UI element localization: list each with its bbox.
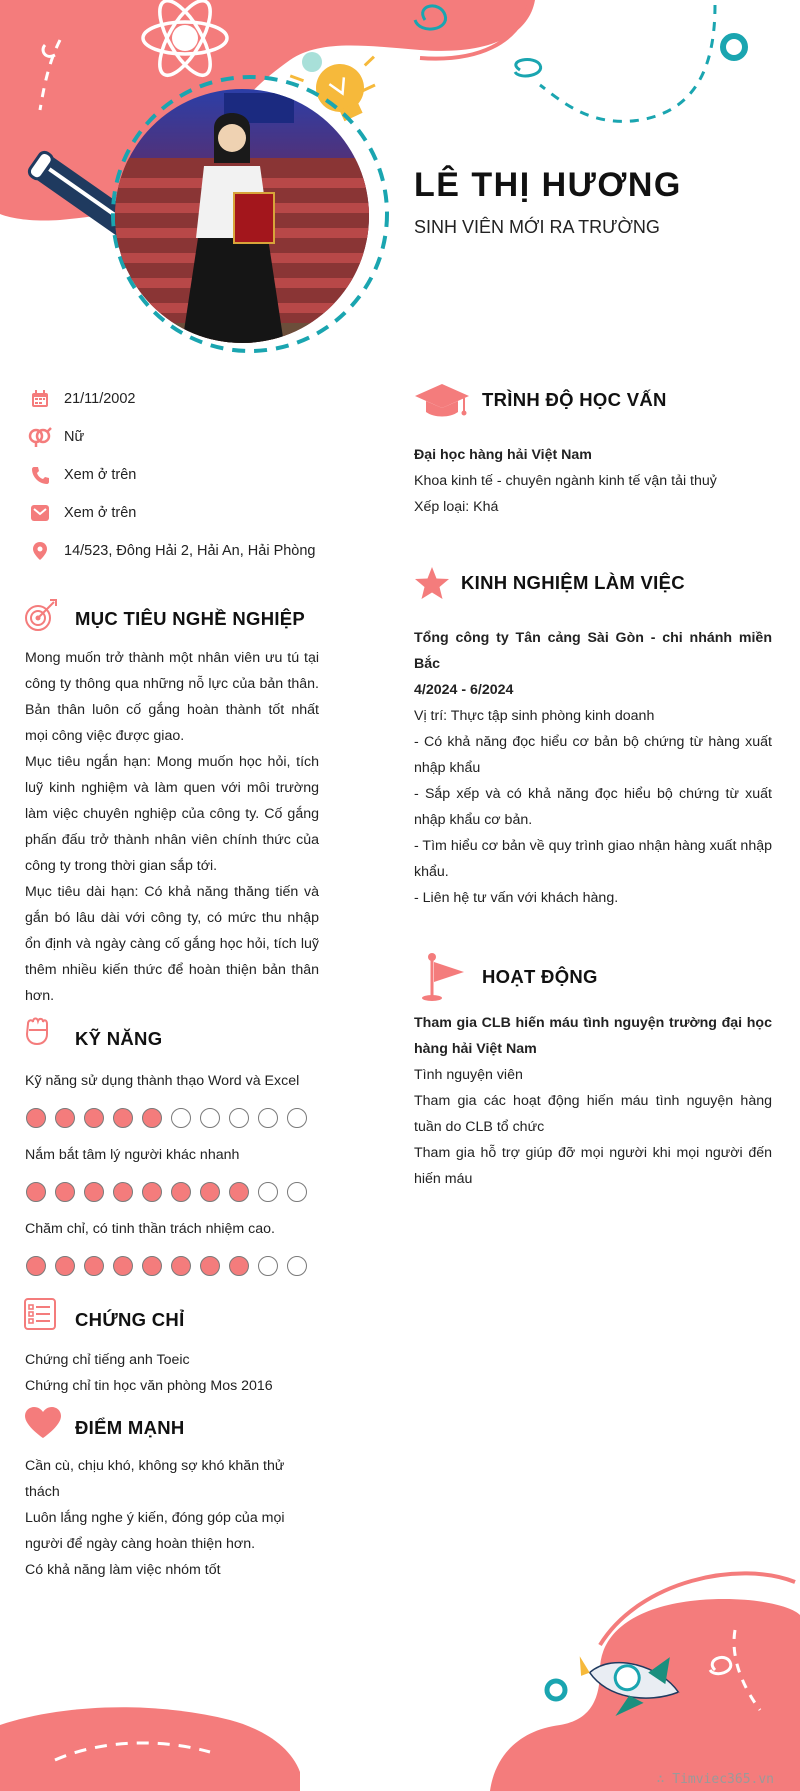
info-gender <box>26 424 84 450</box>
experience-line: Vị trí: Thực tập sinh phòng kinh doanh <box>414 708 655 724</box>
email-text: Xem ở trên <box>64 505 137 521</box>
strength-item: Có khả năng làm việc nhóm tốt <box>25 1562 221 1578</box>
birthdate-text: 21/11/2002 <box>64 391 136 407</box>
rating-dot-filled <box>229 1182 249 1202</box>
rating-dot-empty <box>287 1256 307 1276</box>
activity-name: Tham gia CLB hiến máu tình nguyện trường đại học hàng hải Việt Nam <box>414 1015 772 1057</box>
experience-title: KINH NGHIỆM LÀM VIỆC <box>461 572 685 593</box>
skill-label: Nắm bắt tâm lý người khác nhanh <box>25 1147 240 1163</box>
info-phone <box>26 462 136 488</box>
certificates-title: CHỨNG CHỈ <box>75 1309 185 1330</box>
rating-dot-filled <box>55 1182 75 1202</box>
strength-item: Cần cù, chịu khó, không sợ khó khăn thử thách <box>25 1458 285 1500</box>
location-icon <box>26 540 54 562</box>
work-period: 4/2024 - 6/2024 <box>414 682 514 698</box>
activity-line: Tham gia các hoạt động hiến máu tình nguyện hàng tuần do CLB tổ chức <box>414 1093 772 1135</box>
rating-dot-empty <box>287 1182 307 1202</box>
target-icon <box>24 598 58 632</box>
rating-dot-empty <box>229 1108 249 1128</box>
objective-title: MỤC TIÊU NGHỀ NGHIỆP <box>75 608 306 629</box>
profile-photo <box>114 88 370 344</box>
strengths-title: ĐIỂM MẠNH <box>75 1417 185 1438</box>
rating-dot-empty <box>171 1108 191 1128</box>
rating-dot-empty <box>258 1108 278 1128</box>
flag-icon <box>420 952 466 1002</box>
objective-paragraph: Mục tiêu ngắn hạn: Mong muốn học hỏi, tích luỹ kinh nghiệm và làm quen với môi trường làm việc chuyên nghiệp của công ty. Cố gắng phấn đấu trở thành nhân viên chính thức của công ty trong thời gian sắp tới. <box>25 754 319 874</box>
objective-paragraph: Mong muốn trở thành một nhân viên ưu tú tại công ty thông qua những nỗ lực của bản thân. Bản thân luôn cố gắng hoàn thành tốt nhất mọi công việc được giao. <box>25 650 319 744</box>
graduation-cap-icon <box>414 382 470 418</box>
rating-dot-empty <box>287 1108 307 1128</box>
rating-dot-empty <box>200 1108 220 1128</box>
candidate-title: SINH VIÊN MỚI RA TRƯỜNG <box>414 217 660 237</box>
skill-rating <box>26 1108 307 1128</box>
education-content <box>414 442 774 520</box>
footer-decoration <box>0 1560 800 1791</box>
experience-line: - Có khả năng đọc hiểu cơ bản bộ chứng từ hàng xuất nhập khẩu <box>414 734 772 776</box>
gender-text: Nữ <box>64 429 85 445</box>
rating-dot-filled <box>113 1256 133 1276</box>
gender-icon <box>26 426 54 448</box>
info-birthdate <box>26 386 136 412</box>
skill-rating <box>26 1256 307 1276</box>
rating-dot-filled <box>171 1182 191 1202</box>
objective-text <box>25 645 319 1009</box>
heart-icon <box>24 1406 62 1440</box>
fist-icon <box>24 1016 48 1046</box>
certificate-item: Chứng chỉ tin học văn phòng Mos 2016 <box>25 1378 273 1394</box>
company-name: Tổng công ty Tân cảng Sài Gòn - chi nhánh miền Bắc <box>414 630 772 672</box>
rating-dot-filled <box>142 1256 162 1276</box>
rating-dot-filled <box>142 1108 162 1128</box>
activities-content <box>414 1010 772 1192</box>
calendar-icon <box>26 388 54 410</box>
phone-icon <box>26 464 54 486</box>
rating-dot-empty <box>258 1182 278 1202</box>
rating-dot-filled <box>229 1256 249 1276</box>
rating-dot-filled <box>26 1108 46 1128</box>
rating-dot-filled <box>200 1182 220 1202</box>
school-major: Khoa kinh tế - chuyên ngành kinh tế vận tải thuỷ <box>414 473 717 489</box>
rating-dot-filled <box>55 1256 75 1276</box>
rating-dot-filled <box>84 1256 104 1276</box>
education-title: TRÌNH ĐỘ HỌC VẤN <box>482 389 667 410</box>
checklist-icon <box>24 1298 56 1330</box>
info-email <box>26 500 136 526</box>
watermark-text: Timviec365.vn <box>672 1772 774 1787</box>
skills-title: KỸ NĂNG <box>75 1028 163 1049</box>
skill-rating <box>26 1182 307 1202</box>
rating-dot-filled <box>55 1108 75 1128</box>
certificates-list <box>25 1347 325 1399</box>
experience-line: - Liên hệ tư vấn với khách hàng. <box>414 890 619 906</box>
candidate-name: LÊ THỊ HƯƠNG <box>414 166 682 204</box>
info-address <box>26 538 316 564</box>
rating-dot-filled <box>26 1182 46 1202</box>
experience-line: - Sắp xếp và có khả năng đọc hiểu bộ chứng từ xuất nhập khẩu cơ bản. <box>414 786 772 828</box>
phone-text: Xem ở trên <box>64 467 137 483</box>
experience-line: - Tìm hiểu cơ bản về quy trình giao nhận hàng xuất nhập khẩu. <box>414 838 772 880</box>
objective-paragraph: Mục tiêu dài hạn: Có khả năng thăng tiến và gắn bó lâu dài với công ty, có mức thu nhập ổn định và ngày càng cố gắng học hỏi, tích luỹ thêm nhiều kiến thức để hoàn thiện bản thân hơn. <box>25 884 319 1004</box>
certificate-item: Chứng chỉ tiếng anh Toeic <box>25 1352 190 1368</box>
rating-dot-filled <box>171 1256 191 1276</box>
rating-dot-filled <box>200 1256 220 1276</box>
rating-dot-filled <box>142 1182 162 1202</box>
skill-label: Kỹ năng sử dụng thành thạo Word và Excel <box>25 1073 300 1089</box>
activity-line: Tham gia hỗ trợ giúp đỡ mọi người khi mọi người đến hiến máu <box>414 1145 772 1187</box>
rating-dot-empty <box>258 1256 278 1276</box>
address-text: 14/523, Đông Hải 2, Hải An, Hải Phòng <box>64 543 316 559</box>
school-rank: Xếp loại: Khá <box>414 499 499 515</box>
school-name: Đại học hàng hải Việt Nam <box>414 447 592 463</box>
star-icon <box>414 566 450 600</box>
activities-title: HOẠT ĐỘNG <box>482 966 598 987</box>
rating-dot-filled <box>84 1182 104 1202</box>
activity-line: Tình nguyện viên <box>414 1067 523 1083</box>
rating-dot-filled <box>113 1182 133 1202</box>
watermark: ∴ Timviec365.vn <box>656 1772 774 1787</box>
rating-dot-filled <box>113 1108 133 1128</box>
rating-dot-filled <box>26 1256 46 1276</box>
email-icon <box>26 502 54 524</box>
rating-dot-filled <box>84 1108 104 1128</box>
experience-content <box>414 625 772 911</box>
skill-label: Chăm chỉ, có tinh thần trách nhiệm cao. <box>25 1221 275 1237</box>
strength-item: Luôn lắng nghe ý kiến, đóng góp của mọi người để ngày càng hoàn thiện hơn. <box>25 1510 285 1552</box>
